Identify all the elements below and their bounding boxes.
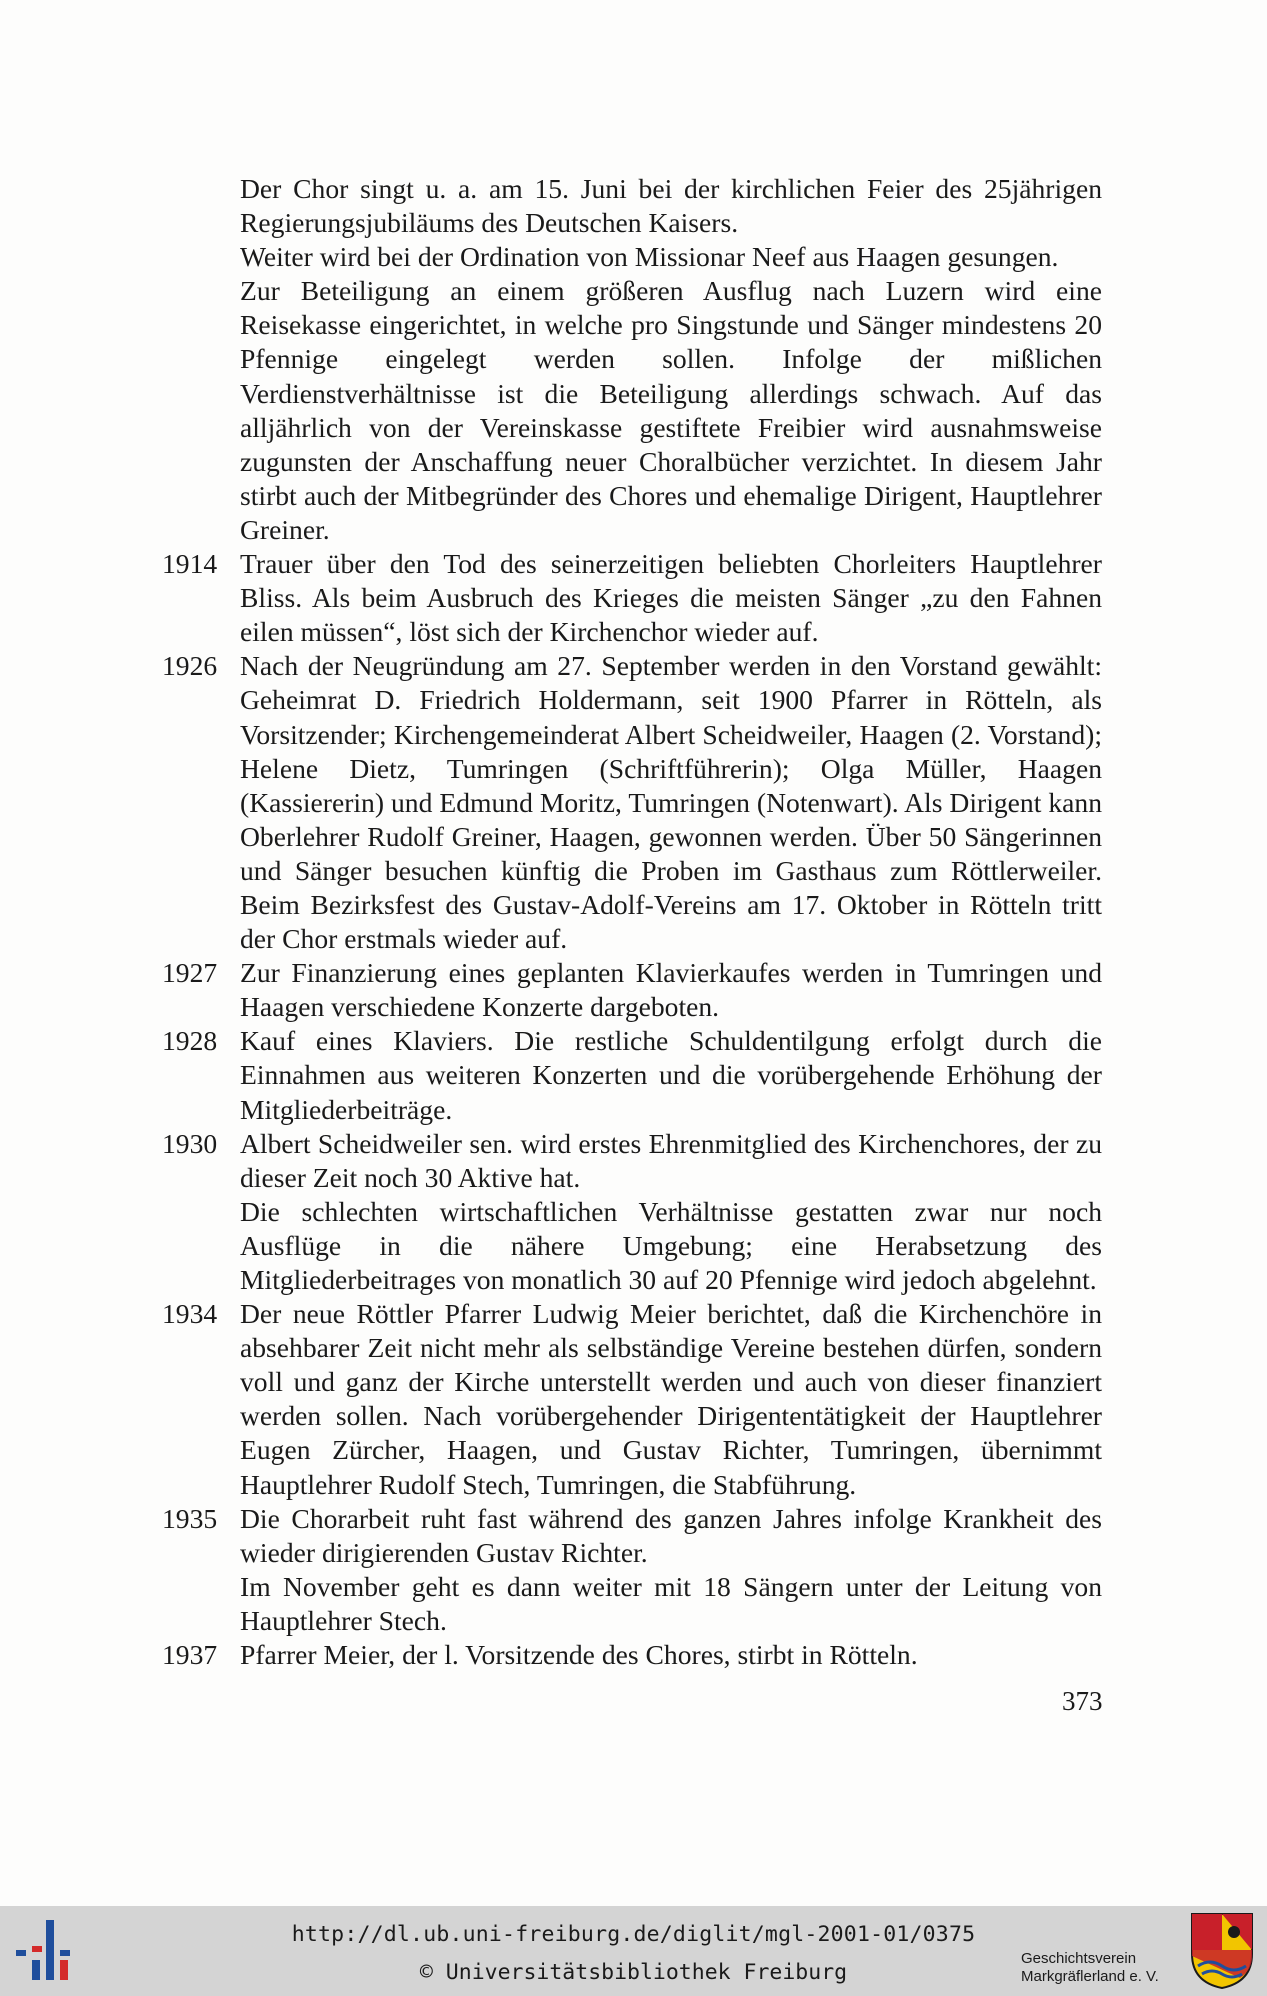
entry-year: 1930 bbox=[162, 1127, 218, 1159]
entry-text: Zur Beteiligung an einem größeren Ausflug nach Luzern wird eine Reisekasse eingerichtet, in welche pro Singstunde und Sänger mindestens 20 Pfennige eingelegt werden sollen. Infolge der mißlichen Verdienstverhältnisse ist die Beteiligung allerdings schwach. Auf das alljährlich von der Vereinskasse gestiftete Freibier wird ausnahmsweise zugunsten der Anschaffung neuer Choralbücher verzichtet. In diesem Jahr stirbt auch der Mitbegründer des Chores und ehemalige Dirigent, Hauptlehrer Greiner. bbox=[240, 275, 1102, 545]
chronicle-entry bbox=[162, 1195, 1102, 1297]
org-line-2: Markgräflerland e. V. bbox=[1021, 1968, 1159, 1985]
entry-year: 1937 bbox=[162, 1639, 218, 1671]
chronicle-entry bbox=[162, 649, 1102, 956]
entry-text: Weiter wird bei der Ordination von Missionar Neef aus Haagen gesungen. bbox=[240, 241, 1059, 273]
footer-bar bbox=[0, 1906, 1267, 1996]
chronicle-entry bbox=[162, 1127, 1102, 1195]
footer-copyright: © Universitätsbibliothek Freiburg bbox=[419, 1960, 848, 1985]
chronicle-entry bbox=[162, 1570, 1102, 1638]
chronicle-entry bbox=[162, 956, 1102, 1024]
entry-year: 1926 bbox=[162, 650, 218, 682]
entry-text: Die Chorarbeit ruht fast während des ganzen Jahres infolge Krankheit des wieder dirigierenden Gustav Richter. bbox=[240, 1502, 1102, 1568]
entry-year bbox=[162, 274, 240, 547]
entry-text: Im November geht es dann weiter mit 18 Sängern unter der Leitung von Hauptlehrer Stech. bbox=[240, 1570, 1102, 1636]
entry-year: 1914 bbox=[162, 548, 218, 580]
entry-year: 1927 bbox=[162, 957, 218, 989]
entry-text: Zur Finanzierung eines geplanten Klavierkaufes werden in Tumringen und Haagen verschiedene Konzerte dargeboten. bbox=[240, 957, 1102, 1023]
chronicle-entry bbox=[162, 547, 1102, 649]
chronicle-entry bbox=[162, 1638, 1102, 1672]
chronicle-entry bbox=[162, 1024, 1102, 1126]
entry-year: 1935 bbox=[162, 1502, 218, 1534]
chronicle-entry bbox=[162, 240, 1102, 274]
footer-url-link[interactable]: http://dl.ub.uni-freiburg.de/diglit/mgl-2001-01/0375 bbox=[291, 1922, 976, 1947]
org-line-1: Geschichtsverein bbox=[1021, 1950, 1137, 1967]
entry-year bbox=[162, 240, 240, 274]
entry-text: Die schlechten wirtschaftlichen Verhältnisse gestatten zwar nur noch Ausflüge in die nähere Umgebung; eine Herabsetzung des Mitgliederbeitrages von monatlich 30 auf 20 Pfennige wird jedoch abgelehnt. bbox=[240, 1195, 1102, 1295]
entry-text: Nach der Neugründung am 27. September werden in den Vorstand gewählt: Geheimrat D. Friedrich Holdermann, seit 1900 Pfarrer in Rötteln, als Vorsitzender; Kirchengemeinderat Albert Scheidweiler, Haagen (2. Vorstand); Helene Dietz, Tumringen (Schriftführerin); Olga Müller, Haagen (Kassiererin) und Edmund Moritz, Tumringen (Notenwart). Als Dirigent kann Oberlehrer Rudolf Greiner, Haagen, gewonnen werden. Über 50 Sängerinnen und Sänger besuchen künftig die Proben im Gasthaus zum Röttlerweiler. Beim Bezirksfest des Gustav-Adolf-Vereins am 17. Oktober in Rötteln tritt der Chor erstmals wieder auf. bbox=[240, 650, 1102, 955]
chronicle-text bbox=[162, 172, 1102, 1672]
entry-year: 1928 bbox=[162, 1025, 218, 1057]
entry-year bbox=[162, 1195, 240, 1297]
coat-of-arms-icon bbox=[1190, 1912, 1254, 1990]
entry-text: Pfarrer Meier, der l. Vorsitzende des Chores, stirbt in Rötteln. bbox=[240, 1639, 918, 1671]
chronicle-entry bbox=[162, 172, 1102, 240]
footer-organization bbox=[1021, 1950, 1191, 1986]
chronicle-entry bbox=[162, 274, 1102, 547]
page-number: 373 bbox=[1062, 1686, 1103, 1716]
entry-text: Der Chor singt u. a. am 15. Juni bei der kirchlichen Feier des 25jährigen Regierungsjubiläums des Deutschen Kaisers. bbox=[240, 173, 1102, 239]
chronicle-entry bbox=[162, 1502, 1102, 1570]
entry-year bbox=[162, 1570, 240, 1638]
chronicle-entry bbox=[162, 1297, 1102, 1502]
entry-year: 1934 bbox=[162, 1298, 218, 1330]
entry-text: Kauf eines Klaviers. Die restliche Schuldentilgung erfolgt durch die Einnahmen aus weiteren Konzerten und die vorübergehende Erhöhung der Mitgliederbeiträge. bbox=[240, 1025, 1102, 1125]
entry-text: Albert Scheidweiler sen. wird erstes Ehrenmitglied des Kirchenchores, der zu dieser Zeit noch 30 Aktive hat. bbox=[240, 1127, 1102, 1193]
entry-year bbox=[162, 172, 240, 240]
entry-text: Der neue Röttler Pfarrer Ludwig Meier berichtet, daß die Kirchenchöre in absehbarer Zeit nicht mehr als selbständige Vereine bestehen dürfen, sondern voll und ganz der Kirche unterstellt werden und auch von dieser finanziert werden sollen. Nach vorübergehender Dirigententätigkeit der Hauptlehrer Eugen Zürcher, Haagen, und Gustav Richter, Tumringen, übernimmt Hauptlehrer Rudolf Stech, Tumringen, die Stabführung. bbox=[240, 1298, 1102, 1500]
ub-freiburg-logo-icon[interactable] bbox=[14, 1916, 80, 1984]
entry-text: Trauer über den Tod des seinerzeitigen beliebten Chorleiters Hauptlehrer Bliss. Als beim Ausbruch des Krieges die meisten Sänger „zu den Fahnen eilen müssen“, löst sich der Kirchenchor wieder auf. bbox=[240, 548, 1102, 648]
